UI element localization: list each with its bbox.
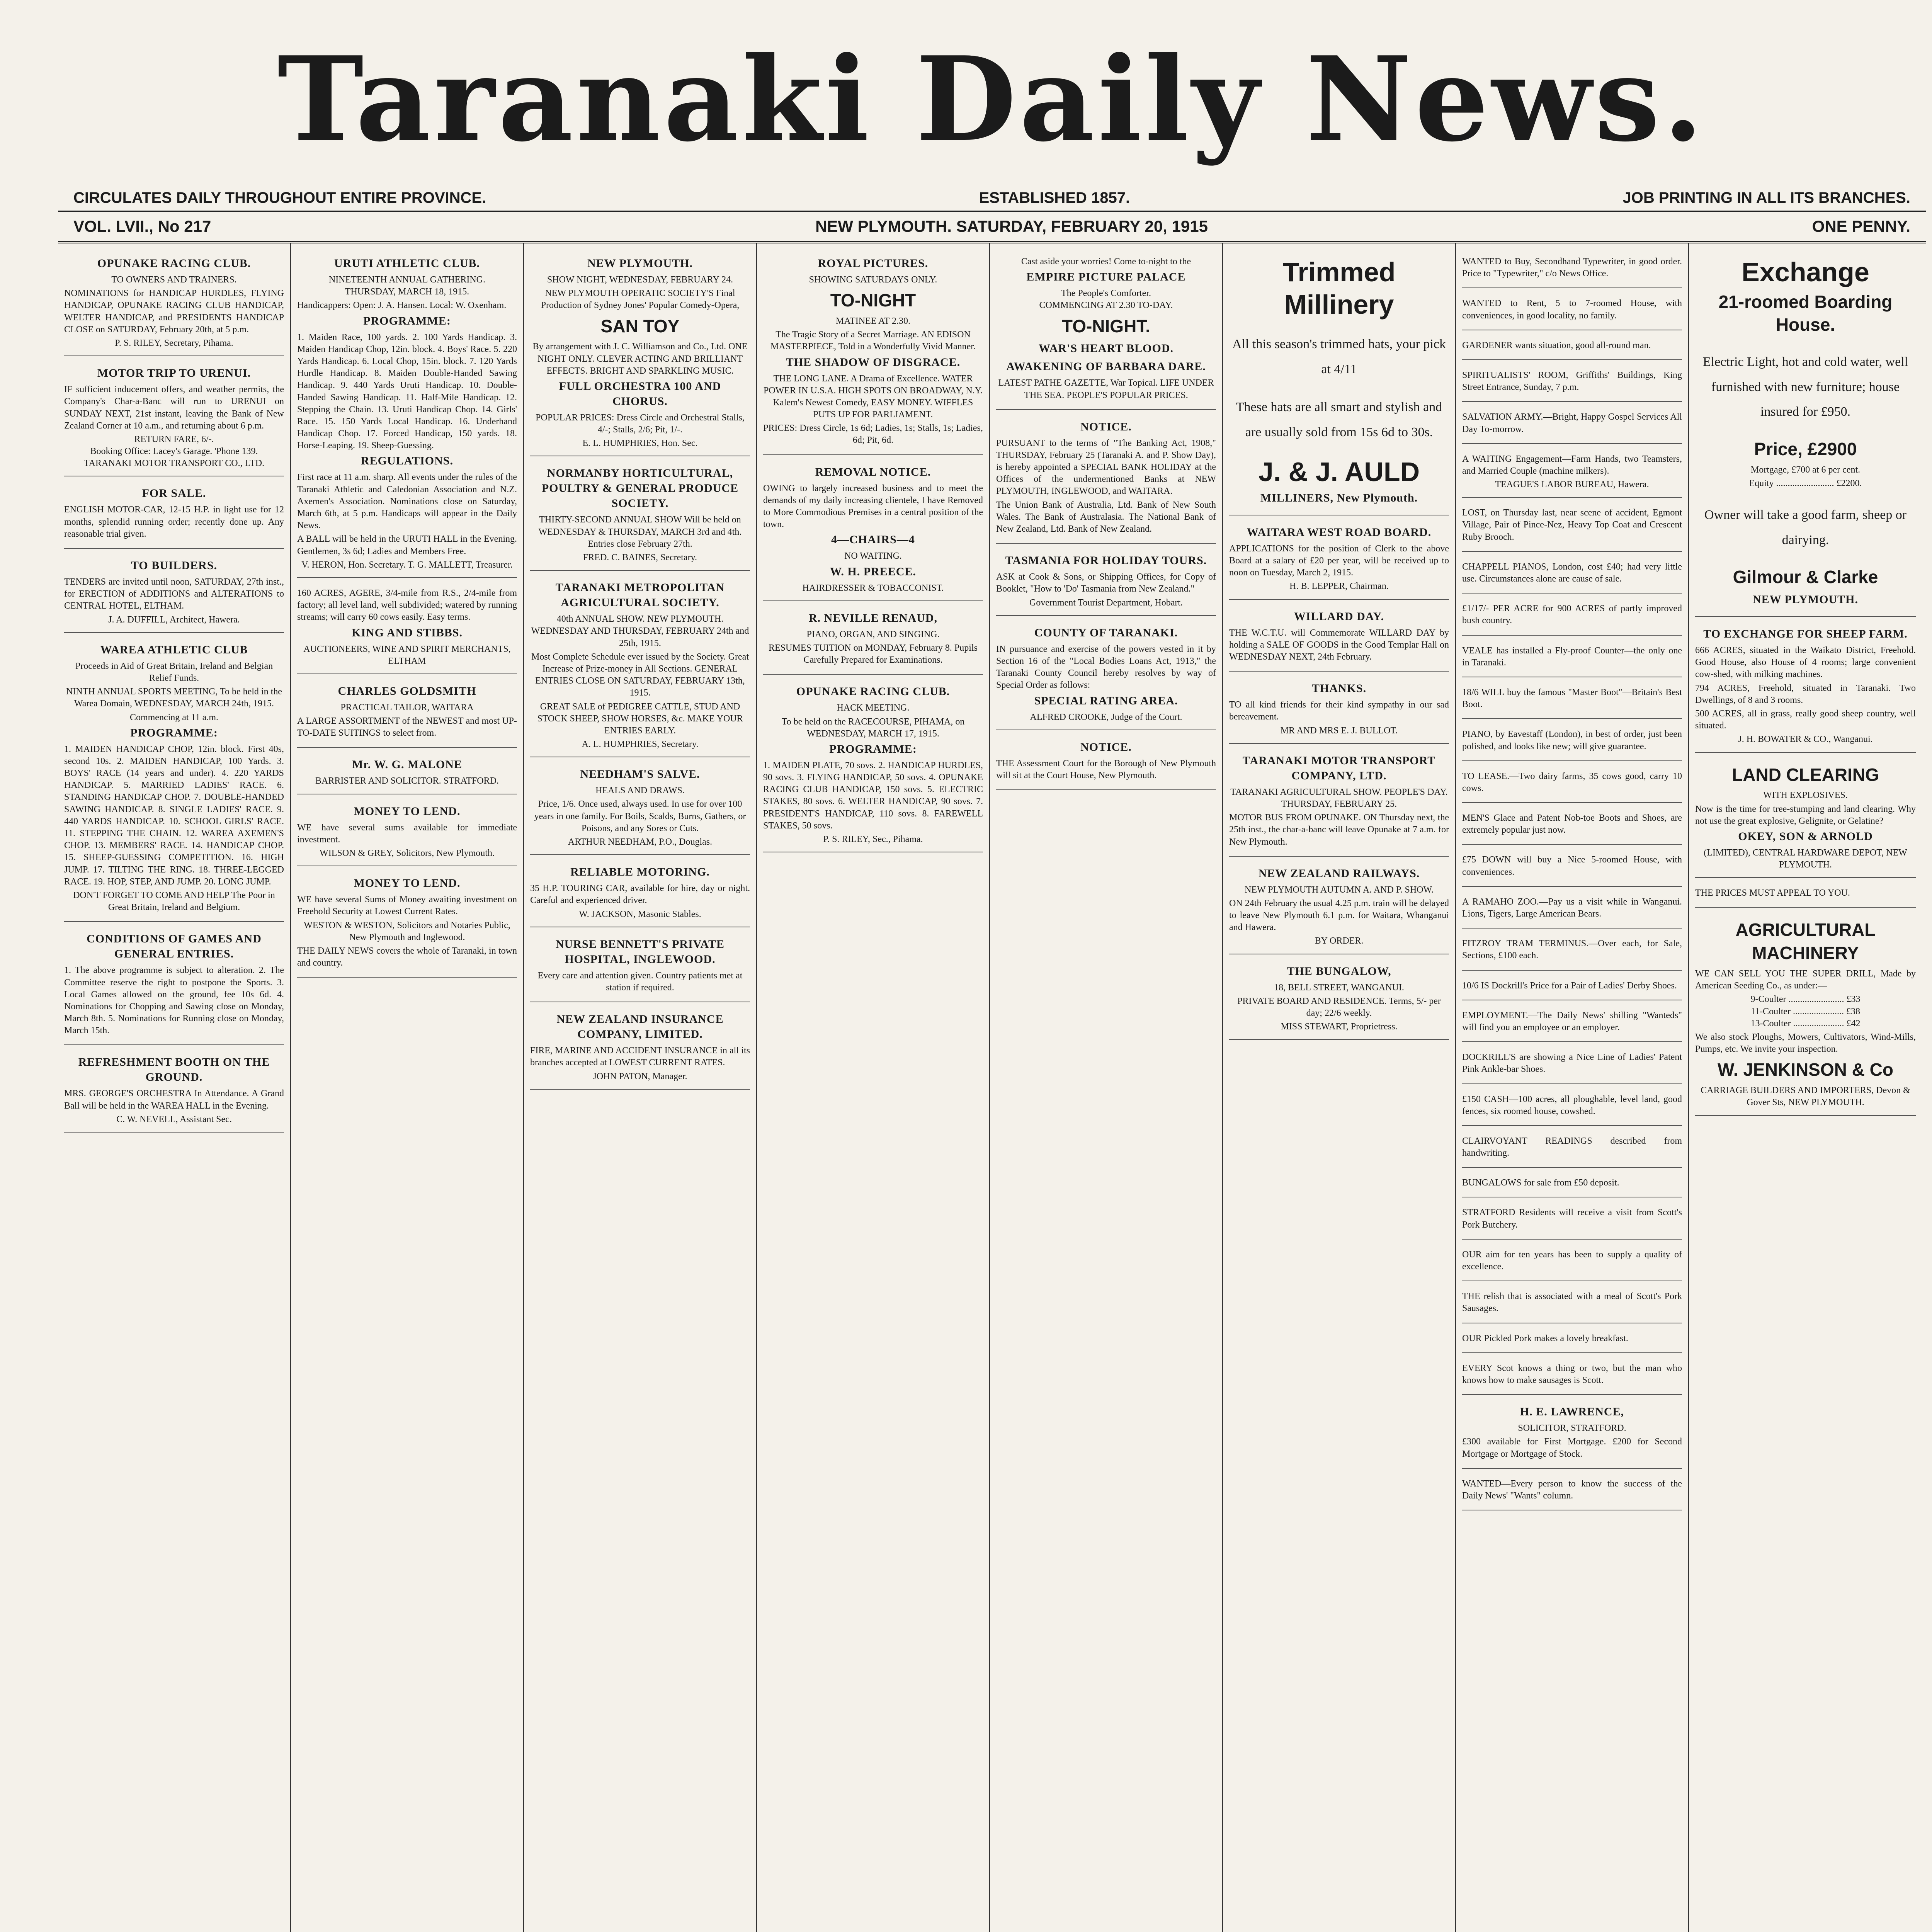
programme-list: 1. MAIDEN PLATE, 70 sovs. 2. HANDICAP HURDLES, 90 sovs. 3. FLYING HANDICAP, 50 sovs. 4. OPUNAKE RACING CLUB HANDICAP, 150 sovs. 5. ELECTRIC STAKES, 80 sovs. 6. WELTER HANDICAP, 90 sovs. 7. PRESIDENT'S HANDICAP, 110 sovs. 8. FAREWELL STAKES, 50 sovs. <box>763 760 983 831</box>
ad-motor-trip-urenui <box>64 360 284 476</box>
regulations-body: First race at 11 a.m. sharp. All events under the rules of the Taranaki Athletic and Caledonian Association and N.Z. Axemen's Association. Nominations close on Saturday, March 6th, at 5 p.m. Handicaps will appear in the Daily News. <box>297 472 517 531</box>
column-1 <box>58 243 291 1932</box>
ad-heading: MOTOR TRIP TO URENUI. <box>97 367 251 380</box>
established-note: ESTABLISHED 1857. <box>979 189 1130 206</box>
ad-subheading: NINETEENTH ANNUAL GATHERING. <box>328 275 486 285</box>
ad-subheading: HAIRDRESSER & TOBACCONIST. <box>802 583 944 593</box>
ad-body: Every care and attention given. Country patients met at station if required. <box>537 970 743 993</box>
classified-text: EVERY Scot knows a thing or two, but the man who knows how to make sausages is Scott. <box>1462 1363 1682 1385</box>
ad-body: MOTOR BUS FROM OPUNAKE. ON Thursday next, the 25th inst., the char-a-banc will leave Opunake at 7 a.m. for New Plymouth. <box>1229 813 1449 847</box>
ad-signature: V. HERON, Hon. Secretary. T. G. MALLETT, Treasurer. <box>301 560 513 570</box>
ad-heading: WAREA ATHLETIC CLUB <box>100 643 248 656</box>
programme-heading: PROGRAMME: <box>829 742 917 755</box>
ad-signature: J. H. BOWATER & CO., Wanganui. <box>1738 734 1873 745</box>
ad-neville-renaud <box>763 605 983 675</box>
classified-to-lease <box>1462 765 1682 803</box>
classified-text: DOCKRILL'S are showing a Nice Line of Ladies' Patent Pink Ankle-bar Shoes. <box>1462 1052 1682 1075</box>
ad-land-160-acres <box>297 582 517 674</box>
column-4 <box>757 243 990 1932</box>
masthead-title: Taranaki Daily News. <box>277 31 1707 167</box>
price-line-11-coulter: 11-Coulter ...................... £38 <box>1750 1006 1861 1017</box>
classified-salvation-army <box>1462 406 1682 444</box>
ad-body: ON 24th February the usual 4.25 p.m. train will be delayed to leave New Plymouth 6.1 p.m. for Waitara, Whanganui and Hawera. <box>1229 898 1449 933</box>
columns-area <box>58 243 1926 1932</box>
ad-subheading: PRACTICAL TAILOR, WAITARA <box>340 702 474 713</box>
ad-subheading: AUCTIONEERS, WINE AND SPIRIT MERCHANTS, ELTHAM <box>303 644 511 666</box>
ad-heading: RELIABLE MOTORING. <box>570 866 710 879</box>
classified-pickled-pork <box>1462 1327 1682 1353</box>
ad-heading: REFRESHMENT BOOTH ON THE GROUND. <box>78 1056 270 1084</box>
ad-heading: REMOVAL NOTICE. <box>815 465 931 478</box>
ad-start-time: Commencing at 11 a.m. <box>129 712 219 723</box>
ad-body: Proceeds in Aid of Great Britain, Ireland and Belgian Relief Funds. <box>75 661 273 683</box>
ad-refreshment-booth <box>64 1049 284 1133</box>
ad-subheading: The People's Comforter. <box>1061 288 1151 299</box>
price-line-9-coulter: 9-Coulter ........................ £33 <box>1750 994 1861 1005</box>
ad-body: THE W.C.T.U. will Commemorate WILLARD DAY by holding a SALE OF GOODS in the Good Templar Hall on WEDNESDAY NEXT, 24th February. <box>1229 628 1449 662</box>
column-8 <box>1689 243 1922 1932</box>
ad-heading: AGRICULTURAL MACHINERY <box>1735 920 1876 963</box>
classified-text: CLAIRVOYANT READINGS described from handwriting. <box>1462 1136 1682 1158</box>
ad-signature: JOHN PATON, Manager. <box>593 1071 687 1082</box>
ad-assessment-court-notice <box>996 734 1216 790</box>
dateline <box>58 212 1926 243</box>
ad-prices: PRICES: Dress Circle, 1s 6d; Ladies, 1s; Stalls, 1s; Ladies, 6d; Pit, 6d. <box>763 423 983 446</box>
ad-body: To be held on the RACECOURSE, PIHAMA, on WEDNESDAY, MARCH 17, 1915. <box>781 716 965 739</box>
ad-body: WE have several Sums of Money awaiting investment on Freehold Security at Lowest Current Rates. <box>297 895 517 917</box>
classified-dockrills-shoes <box>1462 1046 1682 1084</box>
feature-title: THE SHADOW OF DISGRACE. <box>786 355 961 369</box>
ad-heading: CHARLES GOLDSMITH <box>338 684 476 697</box>
advertiser-location: CARRIAGE BUILDERS AND IMPORTERS, Devon & Gover Sts, NEW PLYMOUTH. <box>1701 1085 1910 1108</box>
ad-body: OWING to largely increased business and to meet the demands of my daily increasing clientele, I have Removed to More Commodious Premises in a central position of the town. <box>763 483 983 530</box>
classified-text: £150 CASH—100 acres, all ploughable, level land, good fences, six roomed house, cowshed. <box>1462 1094 1682 1116</box>
ad-body: TO all kind friends for their kind sympathy in our sad bereavement. <box>1229 700 1449 722</box>
ad-signature: P. S. RILEY, Sec., Pihama. <box>823 834 923 845</box>
circulation-note: CIRCULATES DAILY THROUGHOUT ENTIRE PROVINCE. <box>73 189 486 206</box>
column-7 <box>1456 243 1689 1932</box>
ad-heading: NOTICE. <box>1080 740 1132 753</box>
ad-date: WEDNESDAY AND THURSDAY, FEBRUARY 24th and 25th, 1915. <box>531 626 749 648</box>
classified-eavestaff-piano <box>1462 723 1682 761</box>
price-line-13-coulter: 13-Coulter ...................... £42 <box>1750 1018 1861 1029</box>
ad-headline-1: Trimmed <box>1282 257 1396 287</box>
classified-text: £75 DOWN will buy a Nice 5-roomed House, with conveniences. <box>1462 855 1682 877</box>
ad-heading: WILLARD DAY. <box>1294 610 1384 623</box>
ad-body: £300 available for First Mortgage. £200 for Second Mortgage or Mortgage of Stock. <box>1462 1437 1682 1459</box>
ad-heading: OPUNAKE RACING CLUB. <box>97 257 251 270</box>
ad-body: Now is the time for tree-stumping and land clearing. Why not use the great explosive, Gelignite, or Gelatine? <box>1695 804 1916 826</box>
column-2 <box>291 243 524 1932</box>
session-times: COMMENCING AT 2.30 TO-DAY. <box>1039 300 1173 311</box>
classified-text: MEN'S Glace and Patent Nob-toe Boots and Shoes, are extremely popular just now. <box>1462 813 1682 835</box>
ad-date: THURSDAY, FEBRUARY 25. <box>1281 799 1397 809</box>
ad-heading: TO EXCHANGE FOR SHEEP FARM. <box>1703 628 1908 641</box>
ad-signature: TARANAKI MOTOR TRANSPORT CO., LTD. <box>83 458 265 469</box>
ad-bank-holiday-notice <box>996 414 1216 544</box>
ad-subheading: SPECIAL RATING AREA. <box>1034 694 1178 707</box>
ad-subheadline: 21-roomed Boarding House. <box>1718 291 1893 335</box>
issue-price: ONE PENNY. <box>1812 217 1910 235</box>
feature-title-2: AWAKENING OF BARBARA DARE. <box>1006 360 1206 373</box>
regulations-heading: REGULATIONS. <box>361 454 453 468</box>
ad-heading: TARANAKI MOTOR TRANSPORT COMPANY, LTD. <box>1242 754 1436 782</box>
ad-body: 160 ACRES, AGERE, 3/4-mile from R.S., 2/4-mile from factory; all level land, well subdivided; watered by running streams; will carry 60 cows easily. Easy terms. <box>297 588 517 622</box>
ad-signature: A. L. HUMPHRIES, Secretary. <box>582 739 699 750</box>
ad-for-sale-motor-car <box>64 480 284 549</box>
classified-text: WANTED to Rent, 5 to 7-roomed House, with conveniences, in good locality, no family. <box>1462 298 1682 321</box>
tonight-banner: TO-NIGHT. <box>1061 316 1151 336</box>
ball-notice: A BALL will be held in the URUTI HALL in the Evening. Gentlemen, 3s 6d; Ladies and Members Free. <box>297 534 517 556</box>
ad-heading: TARANAKI METROPOLITAN AGRICULTURAL SOCIETY. <box>555 581 725 609</box>
programme-list: LATEST PATHE GAZETTE, War Topical. LIFE UNDER THE SEA. PEOPLE'S POPULAR PRICES. <box>998 378 1214 400</box>
feature-title: WAR'S HEART BLOOD. <box>1039 342 1173 355</box>
ad-heading: OPUNAKE RACING CLUB. <box>796 685 950 698</box>
ad-signature: H. B. LEPPER, Chairman. <box>1289 581 1389 592</box>
classified-bungalows <box>1462 1172 1682 1197</box>
ad-signature: ALFRED CROOKE, Judge of the Court. <box>1030 712 1182 722</box>
classified-text: 18/6 WILL buy the famous "Master Boot"—Britain's Best Boot. <box>1462 687 1682 710</box>
column-5 <box>990 243 1223 1932</box>
classified-text: PIANO, by Eavestaff (London), in best of order, just been polished, and looks like new; will give guarantee. <box>1462 729 1682 752</box>
ad-removal-notice <box>763 459 983 601</box>
ad-body: A LARGE ASSORTMENT of the NEWEST and most UP-TO-DATE SUITINGS to select from. <box>297 716 517 738</box>
ad-handicappers: Handicappers: Open: J. A. Hansen. Local: W. Oxenham. <box>297 300 507 311</box>
ad-signature: J. A. DUFFILL, Architect, Hawera. <box>108 614 240 625</box>
ad-conditions-of-games <box>64 926 284 1045</box>
classified-text: GARDENER wants situation, good all-round man. <box>1462 340 1651 350</box>
ad-money-to-lend-wilson <box>297 798 517 867</box>
advertiser-name: OKEY, SON & ARNOLD <box>1738 830 1873 843</box>
ad-subheading: HACK MEETING. <box>837 703 910 713</box>
chairs-banner: 4—CHAIRS—4 <box>831 533 915 546</box>
ad-subheading: SHOW NIGHT, WEDNESDAY, FEBRUARY 24. <box>547 275 733 285</box>
classified-derby-shoes <box>1462 975 1682 1000</box>
classified-text: BUNGALOWS for sale from £50 deposit. <box>1462 1178 1619 1188</box>
ad-body-2: These hats are all smart and stylish and are usually sold from 15s 6d to 30s. <box>1236 400 1442 439</box>
ad-signature: W. H. PREECE. <box>830 565 916 578</box>
ad-exchange-sheep-farm <box>1695 621 1916 753</box>
advertiser-name: Gilmour & Clarke <box>1733 567 1878 587</box>
ad-to-builders <box>64 553 284 633</box>
ad-body: 1. The above programme is subject to alteration. 2. The Committee reserve the right to postpone the Sports. 3. Local Games allowed on the ground, fee 10s 6d. 4. Nominations for Chopping and Sawing close on Monday, March 8th. 5. Nominations for Running close on Monday, March 15th. <box>64 965 284 1036</box>
ad-opunake-hack-meeting <box>763 679 983 852</box>
ad-heading: NOTICE. <box>1080 420 1132 433</box>
ad-body: PURSUANT to the terms of "The Banking Act, 1908," THURSDAY, February 25 (Taranaki A. and P. Show Day), is hereby appointed a SPECIAL BANK HOLIDAY at the Offices of the undermentioned Banks at NEW PLYMOUTH, INGLEWOOD, and WAITARA. <box>996 438 1216 497</box>
ad-waitara-west-road-board <box>1229 519 1449 600</box>
classified-master-boot <box>1462 681 1682 719</box>
classified-labor-bureau <box>1462 448 1682 498</box>
ad-price: Price, £2900 <box>1754 439 1857 459</box>
ad-body: THE Assessment Court for the Borough of New Plymouth will sit at the Court House, New Plymouth. <box>996 758 1216 781</box>
ad-body: IN pursuance and exercise of the powers vested in it by Section 16 of the "Local Bodies Loans Act, 1913," the Taranaki County Council hereby resolves by way of Special Order as follows: <box>996 644 1216 690</box>
ad-signature: BY ORDER. <box>1315 936 1364 946</box>
ad-empire-picture-palace <box>996 250 1216 410</box>
ad-body: APPLICATIONS for the position of Clerk to the above Board at a salary of £20 per year, will be received up to noon on Tuesday, March 2, 1915. <box>1229 543 1449 578</box>
ad-heading: CONDITIONS OF GAMES AND GENERAL ENTRIES. <box>87 932 262 961</box>
classified-every-scot <box>1462 1357 1682 1395</box>
ad-body: IF sufficient inducement offers, and weather permits, the Company's Char-a-Banc will run to URENUI on SUNDAY NEXT, 21st instant, leaving the Bank of New Zealand Corner at 10 a.m., and returning about 6 p.m. <box>64 384 284 431</box>
ad-heading: NURSE BENNETT'S PRIVATE HOSPITAL, INGLEWOOD. <box>555 937 724 966</box>
classified-wanted-typewriter <box>1462 250 1682 288</box>
ad-signature: MISS STEWART, Proprietress. <box>1281 1022 1398 1032</box>
ad-thanks <box>1229 675 1449 744</box>
ad-reliable-motoring <box>530 859 750 927</box>
ad-exchange-boarding-house <box>1695 250 1916 617</box>
ad-uruti-athletic-club <box>297 250 517 578</box>
ad-prices-appeal <box>1695 882 1916 908</box>
ad-body: Most Complete Schedule ever issued by the Society. Great Increase of Prize-money in All Sections. GENERAL ENTRIES CLOSE ON SATURDAY, FEBRUARY 13th, 1915. <box>531 651 749 698</box>
ad-trimmed-millinery <box>1229 250 1449 515</box>
classified-clairvoyant <box>1462 1130 1682 1168</box>
ad-subheading: BARRISTER AND SOLICITOR. STRATFORD. <box>315 776 499 786</box>
classified-text: WANTED—Every person to know the success of the Daily News' "Wants" column. <box>1462 1478 1682 1501</box>
ad-signature: P. S. RILEY, Secretary, Pihama. <box>115 338 233 348</box>
programme-heading: PROGRAMME: <box>130 726 218 739</box>
ad-subheading: NINTH ANNUAL SPORTS MEETING, To be held in the Warea Domain, WEDNESDAY, MARCH 24th, 1915. <box>66 687 282 709</box>
ad-heading: WAITARA WEST ROAD BOARD. <box>1247 526 1432 539</box>
ad-prices: POPULAR PRICES: Dress Circle and Orchestral Stalls, 4/-; Stalls, 2/6; Pit, 1/-. <box>536 412 745 435</box>
programme-list: THE LONG LANE. A Drama of Excellence. WATER POWER IN U.S.A. HIGH SPOTS ON BROADWAY, N.Y. Kalem's Newest Comedy, EASY MONEY. WIFFLES PUTS UP FOR PARLIAMENT. <box>764 373 983 420</box>
ad-subheading: 18, BELL STREET, WANGANUI. <box>1274 982 1404 993</box>
ad-needhams-salve <box>530 761 750 855</box>
ad-heading: ROYAL PICTURES. <box>818 257 929 270</box>
classified-text: 10/6 IS Dockrill's Price for a Pair of Ladies' Derby Shoes. <box>1462 980 1677 991</box>
advertiser-name: W. JENKINSON & Co <box>1718 1060 1893 1080</box>
ad-royal-pictures <box>763 250 983 455</box>
ad-body: 35 H.P. TOURING CAR, available for hire, day or night. Careful and experienced driver. <box>530 883 750 906</box>
ad-nurse-bennetts-hospital <box>530 931 750 1002</box>
column-3 <box>524 243 757 1932</box>
ad-willard-day <box>1229 604 1449 672</box>
classified-text: FITZROY TRAM TERMINUS.—Over each, for Sale, Sections, £100 each. <box>1462 939 1682 961</box>
ad-body: NOMINATIONS for HANDICAP HURDLES, FLYING HANDICAP, OPUNAKE RACING CLUB HANDICAP, WELTER HANDICAP, and PRESIDENTS HANDICAP CLOSE on SATURDAY, February 20th, at 5 p.m. <box>64 288 284 335</box>
classified-employment <box>1462 1004 1682 1042</box>
ad-fare: RETURN FARE, 6/-. <box>134 434 214 444</box>
ad-h-e-lawrence <box>1462 1399 1682 1469</box>
show-title: SAN TOY <box>600 316 680 336</box>
classified-text: SALVATION ARMY.—Bright, Happy Gospel Services All Day To-morrow. <box>1462 412 1682 434</box>
ad-body: THIRTY-SECOND ANNUAL SHOW Will be held on WEDNESDAY & THURSDAY, MARCH 3rd and 4th. Entries close February 27th. <box>538 515 742 549</box>
classified-text: WANTED to Buy, Secondhand Typewriter, in good order. Price to "Typewriter," c/o News Office. <box>1462 257 1682 279</box>
ad-taranaki-metropolitan-show <box>530 575 750 757</box>
classified-text: VEALE has installed a Fly-proof Counter—the only one in Taranaki. <box>1462 645 1682 668</box>
classified-wanted-house <box>1462 292 1682 330</box>
ad-body: All this season's trimmed hats, your pick at 4/11 <box>1232 337 1446 376</box>
classified-signature: TEAGUE'S LABOR BUREAU, Hawera. <box>1495 480 1649 490</box>
ad-subheading: SHOWING SATURDAYS ONLY. <box>809 275 937 285</box>
classified-our-aim <box>1462 1243 1682 1281</box>
ad-heading: KING AND STIBBS. <box>352 626 463 639</box>
ad-signature: WESTON & WESTON, Solicitors and Notaries Public, New Plymouth and Inglewood. <box>304 920 510 942</box>
ad-body: The Tragic Story of a Secret Marriage. AN EDISON MASTERPIECE, Told in a Wonderfully Vivid Manner. <box>770 330 976 352</box>
ad-intro: Cast aside your worries! Come to-night to the <box>1021 257 1191 267</box>
orchestra-note: FULL ORCHESTRA 100 AND CHORUS. <box>559 379 721 408</box>
ad-subheading: SOLICITOR, STRATFORD. <box>1518 1423 1626 1434</box>
classified-text: A WAITING Engagement—Farm Hands, two Teamsters, and Married Couple (machine milkers). <box>1462 454 1682 476</box>
ad-mortgage: Mortgage, £700 at 6 per cent. <box>1750 464 1861 475</box>
ad-body: TENDERS are invited until noon, SATURDAY, 27th inst., for ERECTION of ADDITIONS and ALTERATIONS to CENTRAL HOTEL, ELTHAM. <box>64 577 284 611</box>
ad-heading: NEEDHAM'S SALVE. <box>580 768 700 781</box>
ad-body: ENGLISH MOTOR-CAR, 12-15 H.P. in light use for 12 months, splendid running order; recently done up. Any reasonable trial given. <box>64 505 284 539</box>
ad-heading: NEW PLYMOUTH. <box>587 257 693 270</box>
ad-date: THURSDAY, MARCH 18, 1915. <box>345 287 469 297</box>
ad-heading: EMPIRE PICTURE PALACE <box>1026 270 1186 284</box>
ad-body: RESUMES TUITION on MONDAY, February 8. Pupils Carefully Prepared for Examinations. <box>769 643 978 665</box>
ad-headline: Exchange <box>1742 257 1869 287</box>
classified-pork-sausages <box>1462 1285 1682 1323</box>
classified-text: THE relish that is associated with a meal of Scott's Pork Sausages. <box>1462 1291 1682 1314</box>
ad-signature: WILSON & GREY, Solicitors, New Plymouth. <box>320 848 495 858</box>
ad-footer: THE DAILY NEWS covers the whole of Taranaki, in town and country. <box>297 946 517 968</box>
ad-heading: LAND CLEARING <box>1732 764 1879 785</box>
ad-nz-insurance <box>530 1006 750 1090</box>
ad-money-to-lend-weston <box>297 870 517 978</box>
classified-text: £1/17/- PER ACRE for 900 ACRES of partly improved bush country. <box>1462 604 1682 626</box>
programme-list: 1. MAIDEN HANDICAP CHOP, 12in. block. First 40s, second 10s. 2. MAIDEN HANDICAP, 100 Yards. 3. BOYS' RACE (14 years and under). 4. 220 YARDS HANDICAP. 5. MARRIED LADIES' RACE. 6. STANDING HANDICAP CHOP. 7. DOUBLE-HANDED SAWING HANDICAP. 8. SINGLE LADIES' RACE. 9. 440 YARDS HANDICAP. 10. SCHOOL GIRLS' RACE. 11. STEPPING THE CHAIN. 12. WAREA AXEMEN'S CHOP. 13. MEMBERS' RACE. 14. HANDICAP CHOP. 15. SHEEP-GUESSING COMPETITION. 16. HIGH JUMP. 17. TILTING THE RING. 18. THREE-LEGGED RACE. 19. HOP, STEP, AND JUMP. 20. LONG JUMP. <box>64 744 284 887</box>
ad-subheading: NEW PLYMOUTH AUTUMN A. AND P. SHOW. <box>1245 884 1434 895</box>
ad-subheading: PIANO, ORGAN, AND SINGING. <box>806 629 940 639</box>
classified-text: OUR aim for ten years has been to supply a quality of excellence. <box>1462 1249 1682 1272</box>
ad-subheading: TO OWNERS AND TRAINERS. <box>111 275 237 285</box>
ad-heading: URUTI ATHLETIC CLUB. <box>334 257 480 270</box>
ad-signature: C. W. NEVELL, Assistant Sec. <box>116 1114 232 1124</box>
ad-heading: THE BUNGALOW, <box>1287 964 1391 978</box>
ad-nz-railways <box>1229 861 1449 954</box>
ad-subheading: MILLINERS, New Plymouth. <box>1260 491 1418 504</box>
ad-body: WE have several sums available for immediate investment. <box>297 822 517 845</box>
programme-list: 1. Maiden Race, 100 yards. 2. 100 Yards Handicap. 3. Maiden Handicap Chop, 12in. block. 4. Boys' Race. 5. 220 Yards Handicap. 6. Local Chop, 15in. block. 7. 120 Yards Hurdle Handicap. 8. Maiden Double-Handed Sawing Handicap. 9. 440 Yards Uruti Handicap. 10. Double-Handed Sawing Handicap. 11. Half-Mile Handicap. 12. Stepping the Chain. 13. Uruti Handicap Chop. 14. Girls' Race. 15. 150 Yards Local Handicap. 16. Underhand Handicap Chop. 17. Forced Handicap, 150 yards. 18. Horse-Leaping. 19. Sheep-Guessing. <box>297 332 517 451</box>
matinee-time: MATINEE AT 2.30. <box>836 316 910 326</box>
ad-signature: W. JACKSON, Masonic Stables. <box>579 909 701 919</box>
ad-county-of-taranaki <box>996 620 1216 730</box>
ad-body: PRIVATE BOARD AND RESIDENCE. Terms, 5/- per day; 22/6 weekly. <box>1237 996 1441 1018</box>
ad-heading: NEW ZEALAND INSURANCE COMPANY, LIMITED. <box>556 1013 724 1041</box>
classified-150-cash <box>1462 1088 1682 1126</box>
ad-heading: TO BUILDERS. <box>131 559 218 572</box>
ad-body: THE PRICES MUST APPEAL TO YOU. <box>1695 888 1850 898</box>
ad-heading: Mr. W. G. MALONE <box>352 758 462 771</box>
ad-body-2: We also stock Ploughs, Mowers, Cultivators, Wind-Mills, Pumps, etc. We invite your inspection. <box>1695 1032 1916 1054</box>
ad-heading: THANKS. <box>1311 682 1367 695</box>
classified-mens-boots <box>1462 807 1682 845</box>
ad-signature: E. L. HUMPHRIES, Hon. Sec. <box>582 438 698 449</box>
ad-heading: NEW ZEALAND RAILWAYS. <box>1258 867 1420 880</box>
ad-san-toy-opera <box>530 250 750 456</box>
classified-text: EMPLOYMENT.—The Daily News' shilling "Wanteds" will find you an employee or an employer. <box>1462 1010 1682 1032</box>
classified-ramaho-zoo <box>1462 891 1682 929</box>
advertiser-location: (LIMITED), CENTRAL HARDWARE DEPOT, NEW PLYMOUTH. <box>1704 847 1907 870</box>
ad-body-2: Owner will take a good farm, sheep or dairying. <box>1704 508 1907 547</box>
ad-body: By arrangement with J. C. Williamson and Co., Ltd. ONE NIGHT ONLY. CLEVER ACTING AND BRILLIANT EFFECTS. BRIGHT AND SPARKLING MUSIC. <box>532 342 748 376</box>
ad-subheading: 40th ANNUAL SHOW. NEW PLYMOUTH. <box>556 614 724 624</box>
ad-heading: FOR SALE. <box>142 487 206 500</box>
classified-text: A RAMAHO ZOO.—Pay us a visit while in Wanganui. Lions, Tigers, Large American Bears. <box>1462 896 1682 919</box>
ad-heading: TASMANIA FOR HOLIDAY TOURS. <box>1005 554 1207 567</box>
ad-body: Price, 1/6. Once used, always used. In use for over 100 years in one family. For Boils, Scalds, Burns, Gathers, or Poisons, and any Sores or Cuts. <box>534 799 746 833</box>
ad-heading: R. NEVILLE RENAUD, <box>808 611 938 624</box>
classified-wanted-success <box>1462 1473 1682 1510</box>
ad-signature: ARTHUR NEEDHAM, P.O., Douglas. <box>568 837 713 847</box>
ad-heading: COUNTY OF TARANAKI. <box>1034 626 1178 639</box>
ad-subheading: WITH EXPLOSIVES. <box>1763 790 1848 801</box>
ad-subheading: HEALS AND DRAWS. <box>595 786 685 796</box>
classified-text: CHAPPELL PIANOS, London, cost £40; had very little use. Circumstances alone are cause of sale. <box>1462 561 1682 584</box>
classified-lost <box>1462 502 1682 552</box>
column-6 <box>1223 243 1456 1932</box>
classified-text: OUR Pickled Pork makes a lovely breakfast. <box>1462 1333 1628 1344</box>
job-printing-note: JOB PRINTING IN ALL ITS BRANCHES. <box>1622 189 1910 206</box>
advertiser-location: NEW PLYMOUTH. <box>1752 593 1859 606</box>
ad-land-clearing <box>1695 757 1916 878</box>
place-date: NEW PLYMOUTH. SATURDAY, FEBRUARY 20, 1915 <box>815 217 1208 235</box>
ad-body: MRS. GEORGE'S ORCHESTRA In Attendance. A Grand Ball will be held in the WAREA HALL in the Evening. <box>64 1088 284 1111</box>
ad-tasmania-tours <box>996 548 1216 616</box>
ad-heading: NORMANBY HORTICULTURAL, POULTRY & GENERAL PRODUCE SOCIETY. <box>541 467 739 510</box>
ad-subheading: TARANAKI AGRICULTURAL SHOW. PEOPLE'S DAY. <box>1230 787 1448 797</box>
ad-opunake-racing-nominations <box>64 250 284 356</box>
volume-number: VOL. LVII., No 217 <box>73 217 211 235</box>
programme-heading: PROGRAMME: <box>363 314 451 327</box>
classified-text: LOST, on Thursday last, near scene of accident, Egmont Village, Pair of Pince-Nez, Heavy Top Coat and Crescent Ruby Brooch. <box>1462 508 1682 542</box>
ad-signature: MR AND MRS E. J. BULLOT. <box>1280 725 1398 736</box>
ad-body: 666 ACRES, situated in the Waikato District, Freehold. Good House, also House of 4 rooms; large convenient cow-shed, with milking machines. <box>1695 645 1916 680</box>
ad-equity: Equity ......................... £2200. <box>1749 478 1862 488</box>
ad-body: FIRE, MARINE AND ACCIDENT INSURANCE in all its branches accepted at LOWEST CURRENT RATES. <box>530 1046 750 1068</box>
classified-chappell-pianos <box>1462 556 1682 594</box>
classified-text: SPIRITUALISTS' ROOM, Griffiths' Buildings, King Street Entrance, Sunday, 7 p.m. <box>1462 370 1682 393</box>
classified-spiritualists <box>1462 364 1682 402</box>
ad-body: WE CAN SELL YOU THE SUPER DRILL, Made by American Seeding Co., as under:— <box>1695 969 1916 991</box>
ad-heading: MONEY TO LEND. <box>354 804 461 818</box>
ad-organiser: NEW PLYMOUTH OPERATIC SOCIETY'S Final Production of Sydney Jones' Popular Comedy-Opera, <box>541 288 740 311</box>
ad-agricultural-machinery <box>1695 912 1916 1116</box>
ad-normanby-horticultural <box>530 460 750 571</box>
ad-heading: H. E. LAWRENCE, <box>1520 1405 1624 1418</box>
ad-motor-transport-show-day <box>1229 748 1449 857</box>
ad-heading: MONEY TO LEND. <box>354 877 461 890</box>
masthead-subline <box>58 185 1926 212</box>
classified-bush-country <box>1462 597 1682 635</box>
ad-body: Electric Light, hot and cold water, well furnished with new furniture; house insured for £950. <box>1702 355 1908 419</box>
ad-the-bungalow <box>1229 958 1449 1040</box>
ad-signature: Government Tourist Department, Hobart. <box>1029 597 1183 608</box>
ad-signature: FRED. C. BAINES, Secretary. <box>583 553 697 563</box>
ad-body-3: 500 ACRES, all in grass, really good sheep country, well situated. <box>1695 708 1916 731</box>
ad-booking: Booking Office: Lacey's Garage. 'Phone 139. <box>90 446 258 457</box>
classified-house-75-down <box>1462 849 1682 886</box>
classified-stratford-residents <box>1462 1201 1682 1239</box>
classified-text: TO LEASE.—Two dairy farms, 35 cows good, carry 10 cows. <box>1462 771 1682 793</box>
no-waiting: NO WAITING. <box>844 551 902 561</box>
tonight-banner: TO-NIGHT <box>830 290 916 311</box>
ad-charles-goldsmith <box>297 678 517 748</box>
ad-body-2: 794 ACRES, Freehold, situated in Taranaki. Two Dwellings, of 8 and 3 rooms. <box>1695 683 1916 705</box>
advertiser-name: J. & J. AULD <box>1258 457 1420 487</box>
ad-sale-notice: GREAT SALE of PEDIGREE CATTLE, STUD AND STOCK SHEEP, SHOW HORSES, &c. MAKE YOUR ENTRIES EARLY. <box>537 701 743 736</box>
bank-list: The Union Bank of Australia, Ltd. Bank of New South Wales. The Bank of Australasia. The National Bank of New Zealand, Ltd. Bank of New Zealand. <box>996 500 1216 534</box>
ad-w-g-malone <box>297 752 517 794</box>
classified-text: STRATFORD Residents will receive a visit from Scott's Pork Butchery. <box>1462 1208 1682 1230</box>
classified-fitzroy-sections <box>1462 932 1682 970</box>
ad-headline-2: Millinery <box>1284 289 1394 320</box>
ad-warea-athletic-club <box>64 637 284 922</box>
ad-call-to-action: DON'T FORGET TO COME AND HELP The Poor in Great Britain, Ireland and Belgium. <box>73 890 275 913</box>
classified-gardener <box>1462 334 1682 360</box>
ad-body: ASK at Cook & Sons, or Shipping Offices, for Copy of Booklet, "How to 'Do' Tasmania from New Zealand." <box>996 572 1216 594</box>
classified-veale-counter <box>1462 639 1682 677</box>
